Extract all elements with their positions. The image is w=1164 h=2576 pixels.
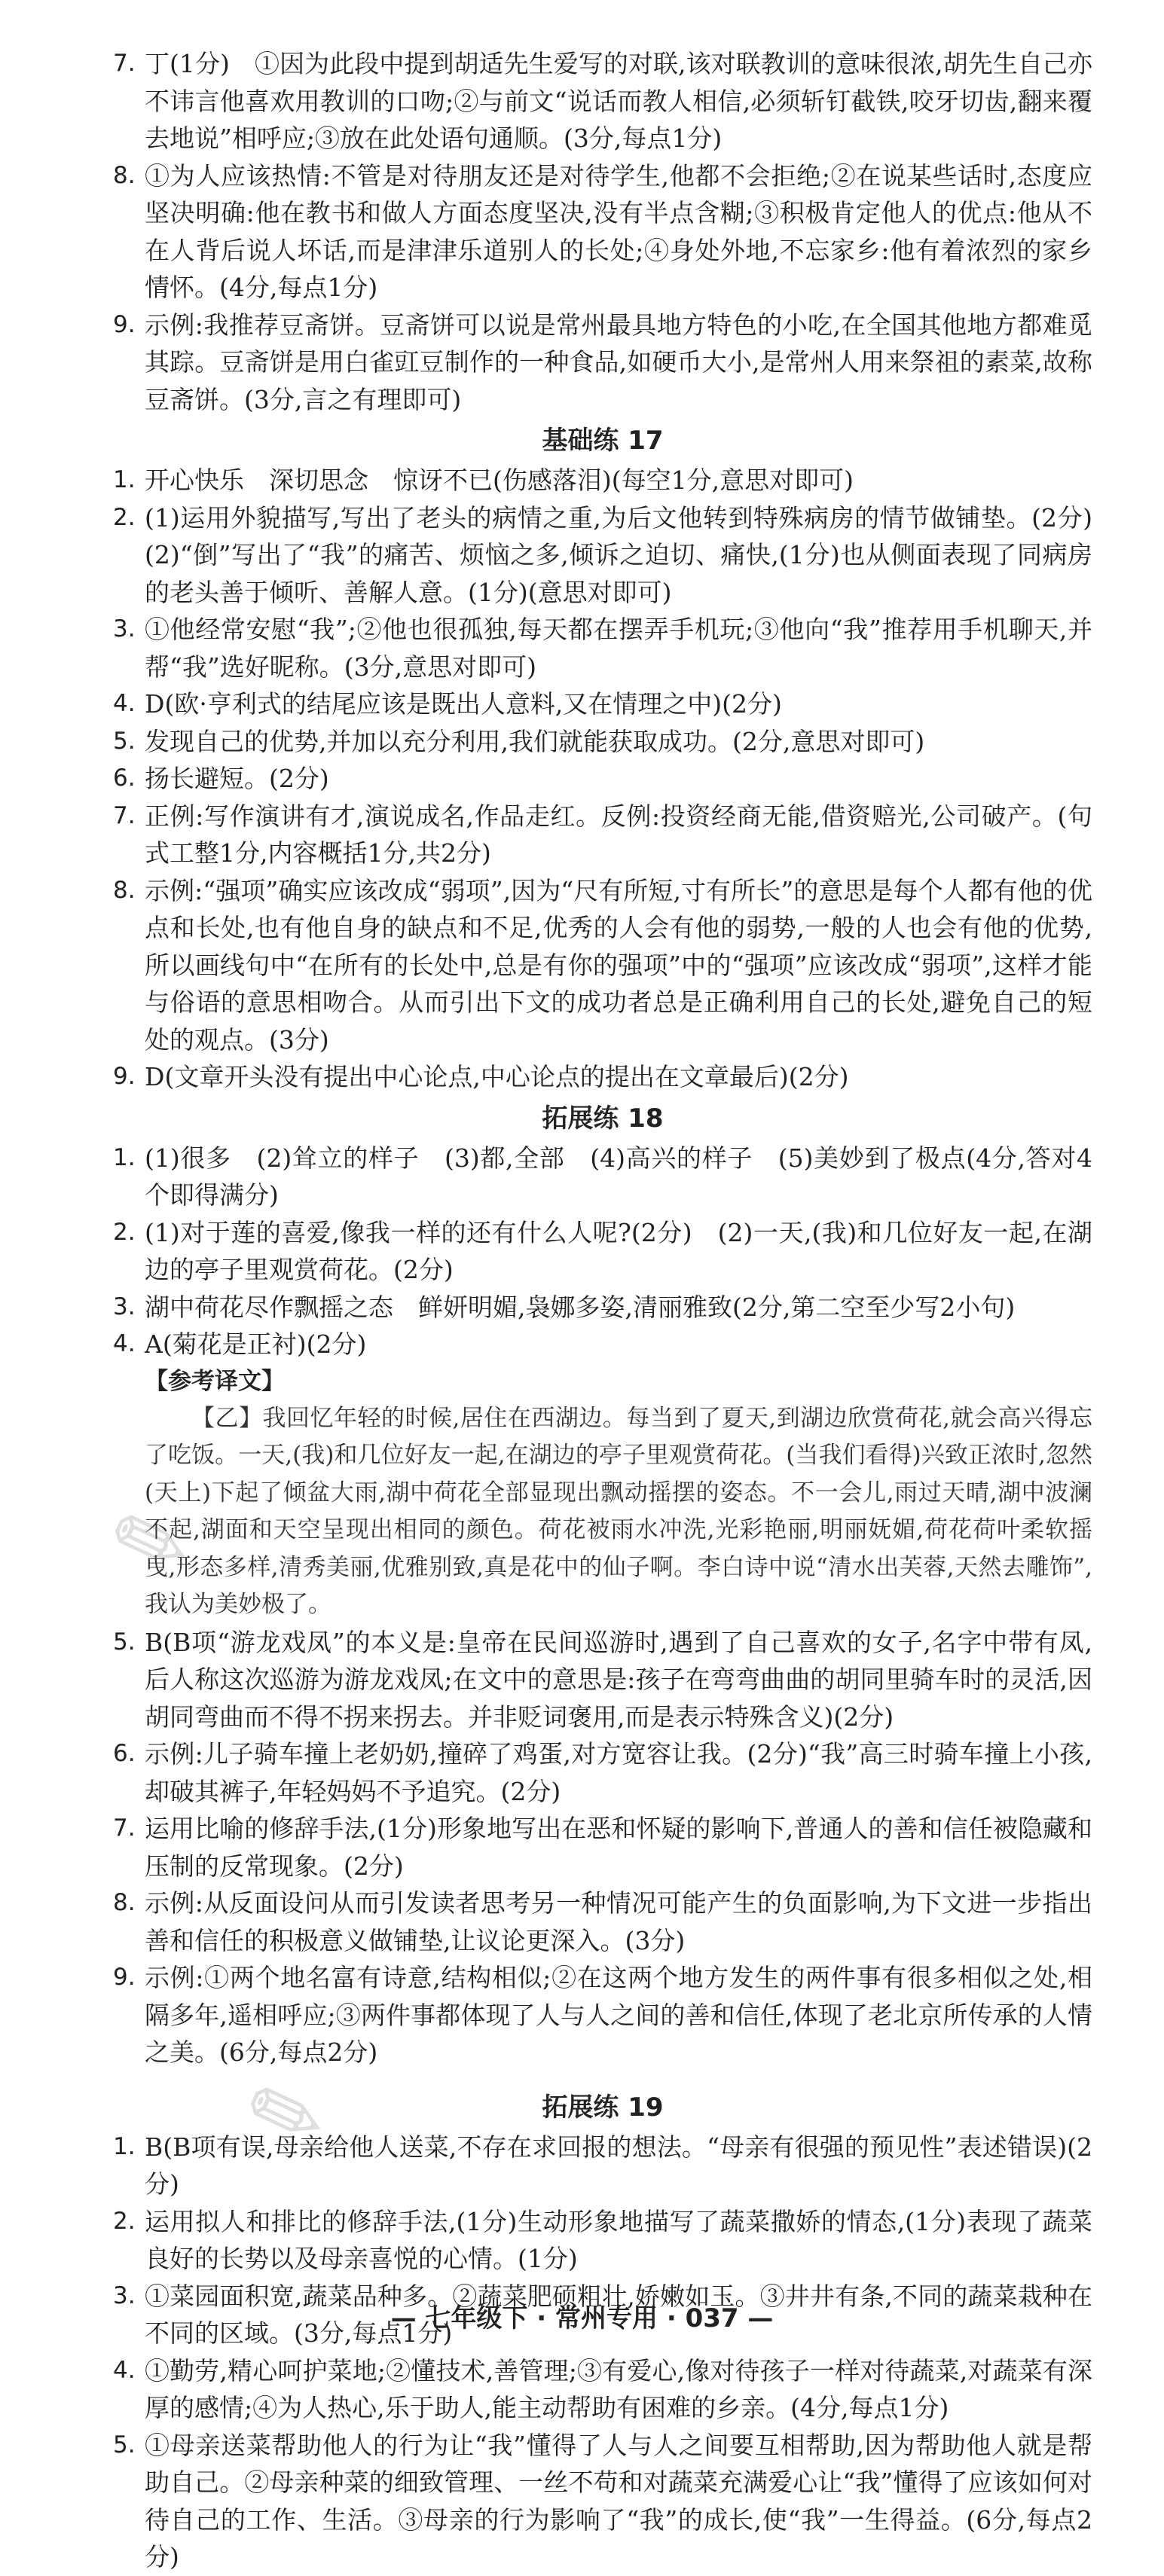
answer-item — [113, 1214, 1092, 1289]
item-text: D(文章开头没有提出中心论点,中心论点的提出在文章最后)(2分) — [145, 1062, 849, 1091]
item-text: 开心快乐 深切思念 惊讶不已(伤感落泪)(每空1分,意思对即可) — [145, 465, 854, 495]
item-text: D(欧·亨利式的结尾应该是既出人意料,又在情理之中)(2分) — [145, 689, 782, 719]
item-text: B(B项“游龙戏凤”的本义是:皇帝在民间巡游时,遇到了自己喜欢的女子,名字中带有凤,后人称这次巡游为游龙戏凤;在文中的意思是:孩子在弯弯曲曲的胡同里骑车时的灵活,因胡同弯曲而不得不拐来拐去。并非贬词褒用,而是表示特殊含义)(2分) — [145, 1627, 1092, 1732]
page-footer: — 七年级下 · 常州专用 · 037 — — [390, 2303, 774, 2333]
item-number: 5. — [113, 1628, 136, 1656]
item-text: ①菜园面积宽,蔬菜品种多。②蔬菜肥硕粗壮,娇嫩如玉。③井井有条,不同的蔬菜栽种在不同的区域。(3分,每点1分) — [145, 2281, 1092, 2348]
answer-item — [113, 499, 1117, 612]
item-number: 5. — [113, 727, 136, 755]
reference-translation-text: 【乙】我回忆年轻的时候,居住在西湖边。每当到了夏天,到湖边欣赏荷花,就会高兴得忘了吃饭。一天,(我)和几位好友一起,在湖边的亭子里观赏荷花。(当我们看得)兴致正浓时,忽然(天上)下起了倾盆大雨,湖中荷花全部显现出飘动摇摆的姿态。不一会儿,雨过天晴,湖中波澜不起,湖面和天空呈现出相同的颜色。荷花被雨水冲洗,光彩艳丽,明丽妩媚,荷花荷叶柔软摇曳,形态多样,清秀美丽,优雅别致,真是花中的仙子啊。李白诗中说“清水出芙蓉,天然去雕饰”,我认为美妙极了。 — [145, 1404, 1092, 1618]
section-extension-18 — [113, 1099, 1092, 2071]
item-number: 9. — [113, 1964, 136, 1991]
item-number: 5. — [113, 2431, 136, 2458]
answer-item — [113, 2129, 1092, 2203]
item-number: 1. — [113, 2132, 136, 2160]
answer-item — [113, 462, 1092, 499]
answer-item — [113, 611, 1092, 685]
item-number: 7. — [113, 50, 136, 77]
answer-item — [113, 685, 1092, 723]
answer-item — [113, 1289, 1092, 1326]
answer-item — [113, 798, 1092, 872]
item-number: 4. — [113, 2356, 136, 2384]
section-heading: 拓展练 19 — [542, 2092, 664, 2123]
answer-item — [113, 1624, 1092, 1736]
item-number: 8. — [113, 1889, 136, 1916]
item-text: (1)对于莲的喜爱,像我一样的还有什么人呢?(2分) (2)一天,(我)和几位好友一起,在湖边的亭子里观赏荷花。(2分) — [145, 1217, 1092, 1284]
item-text: 示例:从反面设问从而引发读者思考另一种情况可能产生的负面影响,为下文进一步指出善和信任的积极意义做铺垫,让议论更深入。(3分) — [145, 1888, 1092, 1955]
item-number: 6. — [113, 1740, 136, 1767]
item-text: 湖中荷花尽作飘摇之态 鲜妍明媚,袅娜多姿,清丽雅致(2分,第二空至少写2小句) — [145, 1292, 1016, 1322]
item-number: 2. — [113, 503, 136, 531]
item-number: 6. — [113, 765, 136, 792]
section-heading: 拓展练 18 — [542, 1103, 664, 1134]
answer-item — [113, 1140, 1092, 1214]
item-number: 8. — [113, 876, 136, 904]
item-text: 示例:我推荐豆斋饼。豆斋饼可以说是常州最具地方特色的小吃,在全国其他地方都难觅其踪。豆斋饼是用白雀豇豆制作的一种食品,如硬币大小,是常州人用来祭祖的素菜,故称豆斋饼。(3分,言之有理即可) — [145, 310, 1092, 414]
answer-item — [113, 1735, 1092, 1810]
item-number: 1. — [113, 466, 136, 493]
answer-item — [113, 307, 1092, 419]
answer-item — [113, 760, 1092, 798]
section-basic-17 — [113, 421, 1117, 1096]
item-number: 9. — [113, 310, 136, 338]
item-text: 运用拟人和排比的修辞手法,(1分)生动形象地描写了蔬菜撒娇的情态,(1分)表现了蔬菜良好的长势以及母亲喜悦的心情。(1分) — [145, 2206, 1092, 2273]
answer-item — [113, 872, 1092, 1059]
item-text: 示例:儿子骑车撞上老奶奶,撞碎了鸡蛋,对方宽容让我。(2分)“我”高三时骑车撞上小孩,却破其裤子,年轻妈妈不予追究。(2分) — [145, 1739, 1092, 1806]
answer-item — [113, 723, 1092, 761]
section-heading: 基础练 17 — [542, 426, 664, 456]
item-number: 4. — [113, 690, 136, 717]
item-number: 3. — [113, 2281, 136, 2309]
item-text: 丁(1分) ①因为此段中提到胡适先生爱写的对联,该对联教训的意味很浓,胡先生自己亦不讳言他喜欢用教训的口吻;②与前文“说话而教人相信,必须斩钉截铁,咬牙切齿,翻来覆去地说”相呼应;③放在此处语句通顺。(3分,每点1分) — [145, 49, 1092, 153]
answer-item — [113, 157, 1092, 307]
item-text: 示例:①两个地名富有诗意,结构相似;②在这两个地方发生的两件事有很多相似之处,相隔多年,遥相呼应;③两件事都体现了人与人之间的善和信任,体现了老北京所传承的人情之美。(6分,每点2分) — [145, 1963, 1092, 2067]
item-text: A(菊花是正衬)(2分) — [145, 1329, 367, 1359]
item-number: 9. — [113, 1063, 136, 1090]
item-number: 1. — [113, 1143, 136, 1171]
item-text: 正例:写作演讲有才,演说成名,作品走红。反例:投资经商无能,借资赔光,公司破产。(句式工整1分,内容概括1分,共2分) — [145, 801, 1092, 868]
item-number: 2. — [113, 2207, 136, 2235]
item-text: 扬长避短。(2分) — [145, 764, 329, 793]
item-text: ①他经常安慰“我”;②他也很孤独,每天都在摆弄手机玩;③他向“我”推荐用手机聊天,并帮“我”选好昵称。(3分,意思对即可) — [145, 615, 1092, 682]
answer-item — [113, 1326, 1092, 1363]
answer-content — [113, 45, 1117, 2576]
item-number: 4. — [113, 1330, 136, 1357]
item-text: (1)很多 (2)耸立的样子 (3)都,全部 (4)高兴的样子 (5)美妙到了极点(4分,答对4个即得满分) — [145, 1143, 1092, 1210]
item-text: ①为人应该热情:不管是对待朋友还是对待学生,他都不会拒绝;②在说某些话时,态度应坚决明确:他在教书和做人方面态度坚决,没有半点含糊;③积极肯定他人的优点:他从不在人背后说人坏话,而是津津乐道别人的长处;④身处外地,不忘家乡:他有着浓烈的家乡情怀。(4分,每点1分) — [145, 160, 1092, 302]
section-continuation — [113, 45, 1092, 418]
answer-item — [113, 2427, 1092, 2576]
answer-item — [113, 1058, 1092, 1096]
item-text: 示例:“强项”确实应该改成“弱项”,因为“尺有所短,寸有所长”的意思是每个人都有他的优点和长处,也有他自身的缺点和不足,优秀的人会有他的弱势,一般的人也会有他的优势,所以画线句中“在所有的长处中,总是有你的强项”中的“强项”应该改成“弱项”,这样才能与俗语的意思相吻合。从而引出下文的成功者总是正确利用自己的长处,避免自己的短处的观点。(3分) — [145, 875, 1092, 1055]
answer-item — [113, 1810, 1092, 1885]
item-text: B(B项有误,母亲给他人送菜,不存在求回报的想法。“母亲有很强的预见性”表述错误)(2分) — [145, 2132, 1092, 2199]
watermark-mark: ✎ — [233, 2053, 341, 2179]
item-text: ①母亲送菜帮助他人的行为让“我”懂得了人与人之间要互相帮助,因为帮助他人就是帮助自己。②母亲种菜的细致管理、一丝不苟和对蔬菜充满爱心让“我”懂得了应该如何对待自己的工作、生活。③母亲的行为影响了“我”的成长,使“我”一生得益。(6分,每点2分) — [145, 2430, 1092, 2571]
item-text: ①勤劳,精心呵护菜地;②懂技术,善管理;③有爱心,像对待孩子一样对待蔬菜,对蔬菜有深厚的感情;④为人热心,乐于助人,能主动帮助有困难的乡亲。(4分,每点1分) — [145, 2355, 1092, 2422]
item-text: (1)运用外貌描写,写出了老头的病情之重,为后文他转到特殊病房的情节做铺垫。(2分) (2)“倒”写出了“我”的痛苦、烦恼之多,倾诉之迫切、痛快,(1分)也从侧面表现了同病房的老头善于倾听、善解人意。(1分)(意思对即可) — [145, 502, 1117, 607]
item-number: 7. — [113, 801, 136, 829]
answer-item — [113, 45, 1092, 157]
item-number: 7. — [113, 1814, 136, 1842]
item-number: 2. — [113, 1218, 136, 1246]
item-text: 运用比喻的修辞手法,(1分)形象地写出在恶和怀疑的影响下,普通人的善和信任被隐藏和压制的反常现象。(2分) — [145, 1814, 1092, 1881]
item-text: 发现自己的优势,并加以充分利用,我们就能获取成功。(2分,意思对即可) — [145, 726, 925, 756]
item-number: 3. — [113, 1293, 136, 1320]
answer-item — [113, 1959, 1092, 2071]
item-number: 3. — [113, 615, 136, 642]
reference-translation-title: 【参考译文】 — [145, 1367, 285, 1395]
answer-item — [113, 2203, 1092, 2278]
watermark-mark: ✎ — [97, 1481, 205, 1607]
item-number: 8. — [113, 161, 136, 189]
answer-item — [113, 1885, 1092, 1959]
answer-item — [113, 2352, 1092, 2427]
